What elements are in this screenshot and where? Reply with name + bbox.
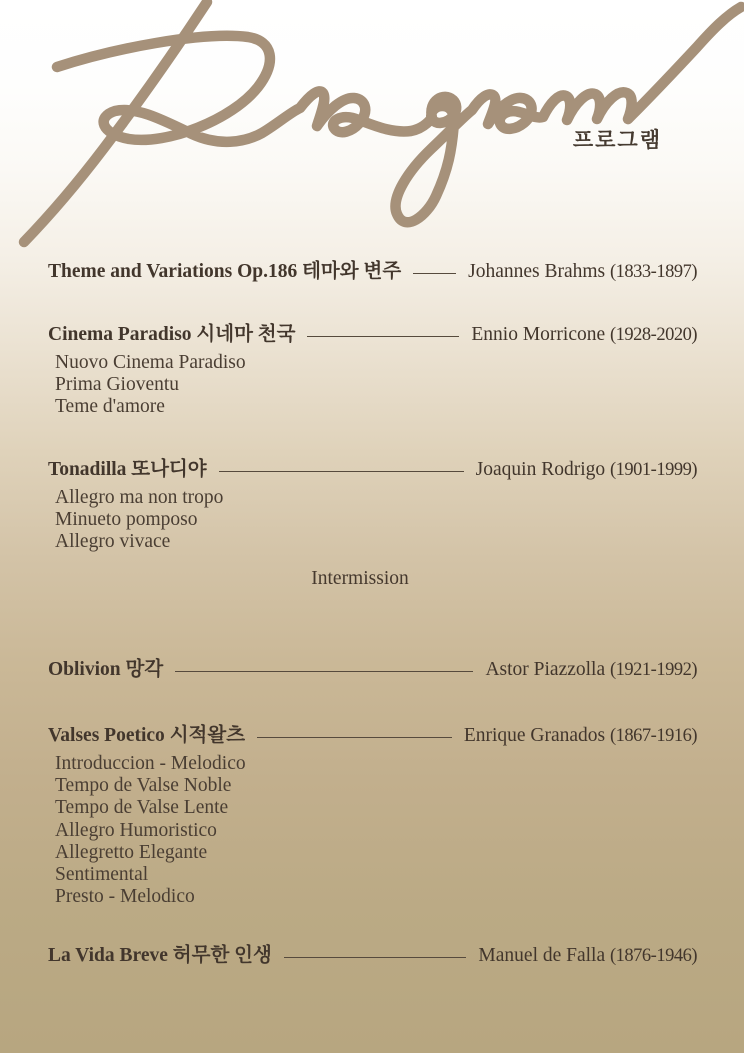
piece-title bbox=[48, 658, 163, 682]
connector-rule bbox=[284, 957, 467, 958]
composer-dates: (1928-2020) bbox=[610, 325, 697, 345]
composer-dates: (1833-1897) bbox=[610, 262, 697, 282]
program-entry-granados bbox=[48, 724, 697, 908]
piece-title bbox=[48, 458, 207, 482]
composer-name: Enrique Granados (1867-1916) bbox=[463, 725, 697, 746]
composer-dates: (1921-1992) bbox=[610, 660, 697, 680]
entry-row bbox=[48, 323, 697, 347]
movement-item: Prima Gioventu bbox=[55, 374, 180, 396]
connector-rule bbox=[413, 273, 456, 274]
composer-dates: (1901-1999) bbox=[610, 460, 697, 480]
movement-item: Allegro Humoristico bbox=[55, 819, 217, 841]
movement-item: Allegretto Elegante bbox=[55, 841, 208, 863]
movement-item: Tempo de Valse Noble bbox=[55, 775, 232, 797]
movement-item: Allegro ma non tropo bbox=[55, 487, 224, 508]
piece-title-korean: 시네마 천국 bbox=[196, 324, 296, 345]
piece-title bbox=[48, 944, 272, 968]
movement-item: Presto - Melodico bbox=[55, 886, 195, 908]
composer-name: Joaquin Rodrigo (1901-1999) bbox=[475, 459, 697, 480]
entry-row bbox=[48, 724, 697, 748]
movement-item: Nuovo Cinema Paradiso bbox=[55, 352, 246, 373]
movement-item: Allegro vivace bbox=[55, 531, 171, 553]
connector-rule bbox=[257, 737, 452, 738]
movement-item: Minueto pomposo bbox=[55, 509, 198, 531]
piece-title-latin: Theme and Variations Op.186 bbox=[48, 261, 298, 282]
piece-title bbox=[48, 323, 295, 347]
connector-rule bbox=[219, 471, 464, 472]
movement-item: Tempo de Valse Lente bbox=[55, 797, 229, 819]
program-subtitle-korean: 프로그램 bbox=[572, 128, 662, 152]
piece-title bbox=[48, 260, 401, 284]
movement-item: Teme d'amore bbox=[55, 396, 165, 418]
piece-title-korean: 테마와 변주 bbox=[302, 261, 402, 282]
connector-rule bbox=[175, 671, 473, 672]
piece-title-korean: 또나디야 bbox=[131, 459, 207, 480]
intermission-label: Intermission bbox=[311, 568, 409, 589]
program-entry-rodrigo bbox=[48, 458, 697, 554]
program-entry-brahms bbox=[48, 260, 697, 284]
composer-name: Astor Piazzolla (1921-1992) bbox=[485, 659, 697, 680]
piece-title-latin: Cinema Paradiso bbox=[48, 324, 192, 345]
piece-title-korean: 허무한 인생 bbox=[172, 945, 272, 966]
piece-title-latin: Tonadilla bbox=[48, 459, 127, 480]
piece-title-latin: La Vida Breve bbox=[48, 945, 168, 966]
program-entry-morricone bbox=[48, 323, 697, 419]
composer-dates: (1876-1946) bbox=[610, 946, 697, 966]
composer-name: Manuel de Falla (1876-1946) bbox=[478, 945, 697, 966]
movement-item: Introduccion - Melodico bbox=[55, 753, 246, 774]
piece-title-latin: Oblivion bbox=[48, 659, 121, 680]
piece-title bbox=[48, 724, 245, 748]
entry-row bbox=[48, 658, 697, 682]
movement-item: Sentimental bbox=[55, 864, 149, 886]
movement-list bbox=[48, 487, 697, 554]
movement-list bbox=[48, 753, 697, 908]
piece-title-latin: Valses Poetico bbox=[48, 725, 165, 746]
piece-title-korean: 망각 bbox=[125, 659, 164, 680]
program-entry-defalla bbox=[48, 944, 697, 968]
composer-dates: (1867-1916) bbox=[610, 726, 697, 746]
script-word-stroke bbox=[57, 7, 741, 222]
piece-title-korean: 시적왈츠 bbox=[169, 725, 246, 746]
program-entry-piazzolla bbox=[48, 658, 697, 682]
entry-row bbox=[48, 260, 697, 284]
connector-rule bbox=[307, 336, 459, 337]
movement-list bbox=[48, 352, 697, 419]
composer-name: Johannes Brahms (1833-1897) bbox=[468, 261, 697, 282]
composer-name: Ennio Morricone (1928-2020) bbox=[471, 324, 697, 345]
entry-row bbox=[48, 944, 697, 968]
entry-row bbox=[48, 458, 697, 482]
